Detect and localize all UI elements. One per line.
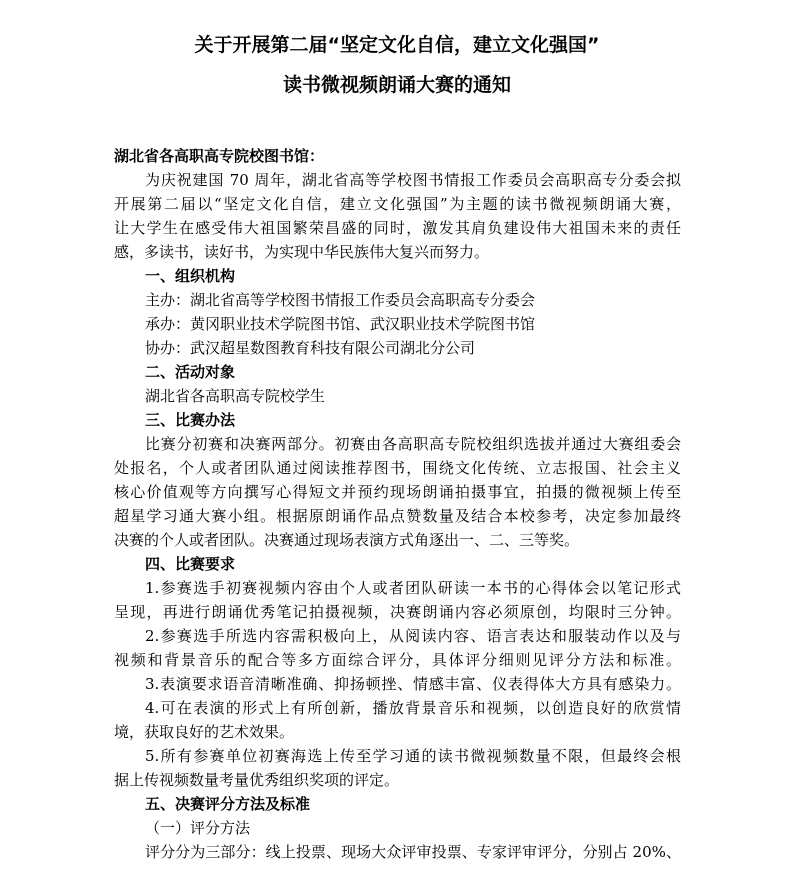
requirement-4-line-2: 境，获取良好的艺术效果。: [114, 723, 295, 741]
section-5-subheading: （一）评分方法: [145, 819, 251, 837]
notice-title-line1: 关于开展第二届“坚定文化自信，建立文化强国”: [194, 34, 600, 56]
section-5-heading: 五、决赛评分方法及标准: [145, 795, 311, 813]
requirement-2-line-2: 视频和背景音乐的配合等多方面综合评分，具体评分细则见评分方法和标准。: [114, 651, 681, 669]
section-2-text: 湖北省各高职高专院校学生: [145, 387, 326, 405]
requirement-2-line-1: 2.参赛选手所选内容需积极向上，从阅读内容、语言表达和服装动作以及与: [145, 627, 681, 645]
section-1-heading: 一、组织机构: [145, 267, 236, 285]
section-3-line-1: 比赛分初赛和决赛两部分。初赛由各高职高专院校组织选拔并通过大赛组委会: [145, 435, 681, 453]
section-3-line-4: 超星学习通大赛小组。根据原朗诵作品点赞数量及结合本校参考，决定参加最终: [114, 507, 681, 525]
requirement-4-line-1: 4.可在表演的形式上有所创新，播放背景音乐和视频，以创造良好的欣赏情: [145, 699, 681, 717]
org-host: 主办：湖北省高等学校图书情报工作委员会高职高专分委会: [145, 291, 536, 309]
section-3-heading: 三、比赛办法: [145, 411, 236, 429]
section-3-line-3: 核心价值观等方向撰写心得短文并预约现场朗诵拍摄事宜，拍摄的微视频上传至: [114, 483, 681, 501]
requirement-5-line-2: 据上传视频数量考量优秀组织奖项的评定。: [114, 771, 400, 789]
requirement-3: 3.表演要求语音清晰准确、抑扬顿挫、情感丰富、仪表得体大方具有感染力。: [145, 675, 681, 693]
section-3-line-5: 决赛的个人或者团队。决赛通过现场表演方式角逐出一、二、三等奖。: [114, 531, 580, 549]
requirement-1-line-2: 呈现，再进行朗诵优秀笔记拍摄视频，决赛朗诵内容必须原创，均限时三分钟。: [114, 603, 681, 621]
section-3-line-2: 处报名，个人或者团队通过阅读推荐图书，围绕文化传统、立志报国、社会主义: [114, 459, 681, 477]
org-co-organizer: 协办：武汉超星数图教育科技有限公司湖北分公司: [145, 339, 476, 357]
intro-line-2: 开展第二届以“坚定文化自信，建立文化强国”为主题的读书微视频朗诵大赛，: [114, 195, 681, 213]
notice-title-line2: 读书微视频朗诵大赛的通知: [282, 74, 511, 96]
intro-line-4: 感，多读书，读好书，为实现中华民族伟大复兴而努力。: [114, 243, 490, 261]
section-4-heading: 四、比赛要求: [145, 555, 236, 573]
intro-line-1: 为庆祝建国 70 周年，湖北省高等学校图书情报工作委员会高职高专分委会拟: [145, 171, 681, 189]
section-2-heading: 二、活动对象: [145, 363, 236, 381]
requirement-1-line-1: 1.参赛选手初赛视频内容由个人或者团队研读一本书的心得体会以笔记形式: [145, 579, 681, 597]
requirement-5-line-1: 5.所有参赛单位初赛海选上传至学习通的读书微视频数量不限，但最终会根: [145, 747, 681, 765]
section-5-text: 评分分为三部分：线上投票、现场大众评审投票、专家评审评分，分别占 20%、: [145, 843, 681, 861]
intro-line-3: 让大学生在感受伟大祖国繁荣昌盛的同时，激发其肩负建设伟大祖国未来的责任: [114, 219, 681, 237]
greeting: 湖北省各高职高专院校图书馆：: [114, 147, 325, 165]
org-organizer: 承办：黄冈职业技术学院图书馆、武汉职业技术学院图书馆: [145, 315, 536, 333]
